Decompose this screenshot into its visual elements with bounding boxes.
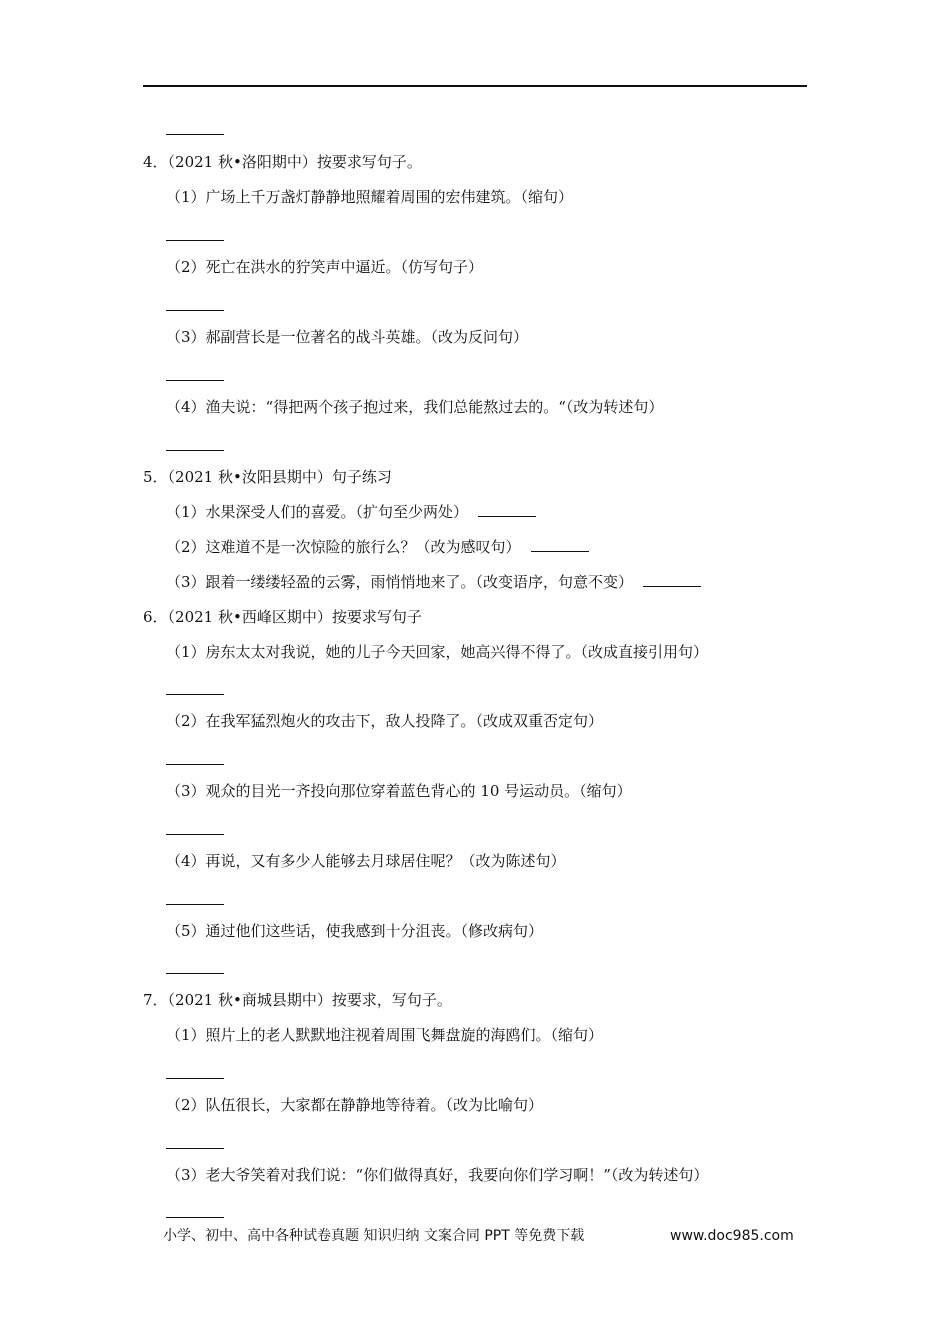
answer-blank[interactable] bbox=[166, 450, 224, 451]
question-4-item-3: （3）郝副营长是一位著名的战斗英雄。（改为反问句） bbox=[166, 328, 529, 346]
footer-text: 小学、初中、高中各种试卷真题 知识归纳 文案合同 PPT 等免费下载 bbox=[163, 1228, 585, 1244]
question-4-item-2: （2）死亡在洪水的狞笑声中逼近。（仿写句子） bbox=[166, 258, 484, 276]
question-5-item-2-text: （2）这难道不是一次惊险的旅行么？（改为感叹句） bbox=[166, 538, 521, 556]
question-5-title: 5．（2021 秋•汝阳县期中）句子练习 bbox=[143, 468, 392, 486]
answer-blank[interactable] bbox=[166, 240, 224, 241]
question-6-title: 6．（2021 秋•西峰区期中）按要求写句子 bbox=[143, 608, 422, 626]
question-7-item-2: （2）队伍很长，大家都在静静地等待着。（改为比喻句） bbox=[166, 1096, 544, 1114]
question-5-item-1-text: （1）水果深受人们的喜爱。（扩句至少两处） bbox=[166, 503, 469, 521]
answer-blank[interactable] bbox=[478, 502, 536, 517]
answer-blank[interactable] bbox=[166, 973, 224, 974]
question-7-item-3: （3）老大爷笑着对我们说：“你们做得真好，我要向你们学习啊！”（改为转述句） bbox=[166, 1166, 709, 1184]
question-6-item-3: （3）观众的目光一齐投向那位穿着蓝色背心的 10 号运动员。（缩句） bbox=[166, 782, 632, 800]
answer-blank[interactable] bbox=[166, 904, 224, 905]
answer-blank[interactable] bbox=[166, 694, 224, 695]
answer-blank[interactable] bbox=[166, 380, 224, 381]
answer-blank[interactable] bbox=[166, 764, 224, 765]
answer-blank[interactable] bbox=[166, 1078, 224, 1079]
question-6-item-2: （2）在我军猛烈炮火的攻击下，敌人投降了。（改成双重否定句） bbox=[166, 712, 604, 730]
question-5-item-2 bbox=[166, 537, 589, 557]
answer-blank[interactable] bbox=[166, 310, 224, 311]
question-4-title: 4．（2021 秋•洛阳期中）按要求写句子。 bbox=[143, 153, 422, 171]
question-6-item-1: （1）房东太太对我说，她的儿子今天回家，她高兴得不得了。（改成直接引用句） bbox=[166, 643, 709, 661]
question-5-item-1 bbox=[166, 502, 536, 522]
answer-blank[interactable] bbox=[166, 1217, 224, 1218]
answer-blank[interactable] bbox=[531, 537, 589, 552]
question-6-item-5: （5）通过他们这些话，使我感到十分沮丧。（修改病句） bbox=[166, 922, 544, 940]
question-4-item-1: （1）广场上千万盏灯静静地照耀着周围的宏伟建筑。（缩句） bbox=[166, 188, 574, 206]
footer-url[interactable]: www.doc985.com bbox=[670, 1228, 794, 1244]
question-5-item-3-text: （3）跟着一缕缕轻盈的云雾，雨悄悄地来了。（改变语序，句意不变） bbox=[166, 573, 634, 591]
question-6-item-4: （4）再说，又有多少人能够去月球居住呢？（改为陈述句） bbox=[166, 852, 566, 870]
answer-blank[interactable] bbox=[166, 134, 224, 135]
header-rule bbox=[143, 85, 807, 87]
question-7-item-1: （1）照片上的老人默默地注视着周围飞舞盘旋的海鸥们。（缩句） bbox=[166, 1026, 604, 1044]
question-4-item-4: （4）渔夫说：“得把两个孩子抱过来，我们总能熬过去的。“（改为转述句） bbox=[166, 398, 664, 416]
answer-blank[interactable] bbox=[166, 834, 224, 835]
question-5-item-3 bbox=[166, 572, 701, 592]
answer-blank[interactable] bbox=[166, 1148, 224, 1149]
answer-blank[interactable] bbox=[643, 572, 701, 587]
question-7-title: 7．（2021 秋•商城县期中）按要求，写句子。 bbox=[143, 991, 452, 1009]
